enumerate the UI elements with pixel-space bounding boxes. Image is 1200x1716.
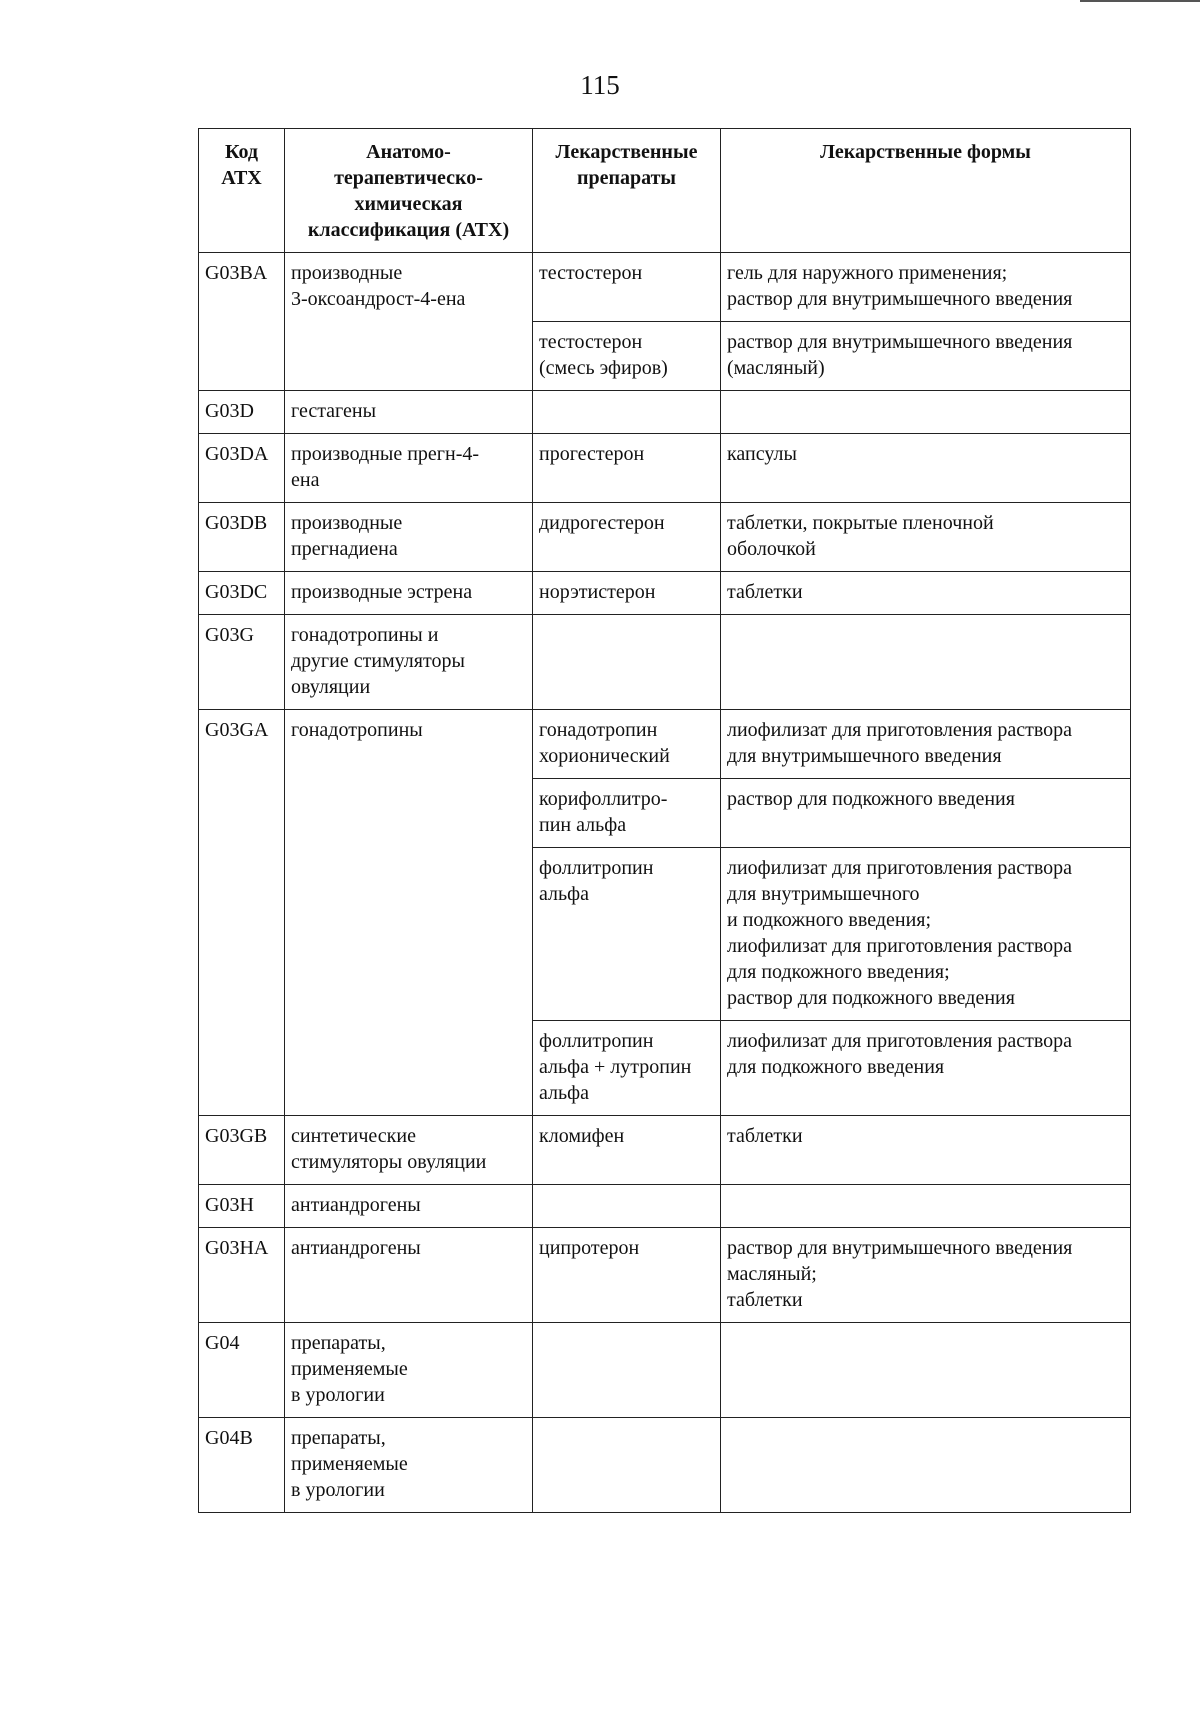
dosage-form-cell: лиофилизат для приготовления раствора для внутримышечного и подкожного введения; лиофилизат для приготовления раствора для подкожного введения; раствор для подкожного введения: [721, 848, 1131, 1021]
atx-classification-cell: гонадотропины: [285, 710, 533, 1116]
dosage-form-cell: раствор для внутримышечного введения масляный; таблетки: [721, 1228, 1131, 1323]
table-body: [199, 253, 1131, 1513]
table-row: [199, 1228, 1131, 1323]
table-row: [199, 391, 1131, 434]
drug-name-cell: кломифен: [533, 1116, 721, 1185]
page-number: 115: [580, 70, 620, 100]
drug-name-cell: гонадотропин хорионический: [533, 710, 721, 779]
atx-classification-cell: гестагены: [285, 391, 533, 434]
table-header: [199, 129, 1131, 253]
drug-name-cell: фоллитропин альфа + лутропин альфа: [533, 1021, 721, 1116]
atx-code-cell: G03DC: [199, 572, 285, 615]
header-drugs: Лекарственные препараты: [533, 129, 721, 253]
header-forms: Лекарственные формы: [721, 129, 1131, 253]
atx-code-cell: G04B: [199, 1418, 285, 1513]
dosage-form-cell: гель для наружного применения; раствор для внутримышечного введения: [721, 253, 1131, 322]
header-classification: Анатомо- терапевтическо- химическая классификация (АТХ): [285, 129, 533, 253]
dosage-form-cell: [721, 1418, 1131, 1513]
atx-classification-cell: антиандрогены: [285, 1228, 533, 1323]
dosage-form-cell: таблетки: [721, 1116, 1131, 1185]
atx-code-cell: G03G: [199, 615, 285, 710]
atx-classification-cell: синтетические стимуляторы овуляции: [285, 1116, 533, 1185]
drug-name-cell: [533, 1323, 721, 1418]
drug-name-cell: [533, 615, 721, 710]
dosage-form-cell: раствор для подкожного введения: [721, 779, 1131, 848]
atx-drug-table: [198, 128, 1131, 1513]
dosage-form-cell: таблетки: [721, 572, 1131, 615]
dosage-form-cell: таблетки, покрытые пленочной оболочкой: [721, 503, 1131, 572]
atx-code-cell: G03DB: [199, 503, 285, 572]
header-code: Код АТХ: [199, 129, 285, 253]
drug-name-cell: дидрогестерон: [533, 503, 721, 572]
drug-name-cell: корифоллитро- пин альфа: [533, 779, 721, 848]
atx-classification-cell: антиандрогены: [285, 1185, 533, 1228]
atx-classification-cell: производные эстрена: [285, 572, 533, 615]
table-row: [199, 1185, 1131, 1228]
dosage-form-cell: раствор для внутримышечного введения (масляный): [721, 322, 1131, 391]
atx-code-cell: G04: [199, 1323, 285, 1418]
dosage-form-cell: [721, 615, 1131, 710]
table-row: [199, 1418, 1131, 1513]
drug-name-cell: тестостерон (смесь эфиров): [533, 322, 721, 391]
atx-code-cell: G03BA: [199, 253, 285, 391]
atx-classification-cell: производные прегн-4- ена: [285, 434, 533, 503]
dosage-form-cell: [721, 1185, 1131, 1228]
table-row: [199, 572, 1131, 615]
atx-classification-cell: производные 3-оксоандрост-4-ена: [285, 253, 533, 391]
drug-name-cell: ципротерон: [533, 1228, 721, 1323]
atx-code-cell: G03GA: [199, 710, 285, 1116]
table-row: [199, 710, 1131, 779]
dosage-form-cell: капсулы: [721, 434, 1131, 503]
dosage-form-cell: [721, 391, 1131, 434]
table-row: [199, 1323, 1131, 1418]
drug-name-cell: [533, 1418, 721, 1513]
table-row: [199, 1116, 1131, 1185]
header-row: [199, 129, 1131, 253]
atx-classification-cell: производные прегнадиена: [285, 503, 533, 572]
dosage-form-cell: лиофилизат для приготовления раствора для подкожного введения: [721, 1021, 1131, 1116]
atx-classification-cell: гонадотропины и другие стимуляторы овуляции: [285, 615, 533, 710]
table-row: [199, 253, 1131, 322]
table-row: [199, 503, 1131, 572]
atx-code-cell: G03DA: [199, 434, 285, 503]
atx-code-cell: G03HA: [199, 1228, 285, 1323]
atx-code-cell: G03D: [199, 391, 285, 434]
dosage-form-cell: лиофилизат для приготовления раствора для внутримышечного введения: [721, 710, 1131, 779]
drug-name-cell: [533, 1185, 721, 1228]
drug-name-cell: тестостерон: [533, 253, 721, 322]
drug-name-cell: [533, 391, 721, 434]
drug-name-cell: норэтистерон: [533, 572, 721, 615]
scan-corner-mark: [1080, 0, 1200, 2]
atx-classification-cell: препараты, применяемые в урологии: [285, 1418, 533, 1513]
drug-name-cell: прогестерон: [533, 434, 721, 503]
atx-code-cell: G03H: [199, 1185, 285, 1228]
table-row: [199, 434, 1131, 503]
drug-name-cell: фоллитропин альфа: [533, 848, 721, 1021]
atx-code-cell: G03GB: [199, 1116, 285, 1185]
table-row: [199, 615, 1131, 710]
atx-classification-cell: препараты, применяемые в урологии: [285, 1323, 533, 1418]
dosage-form-cell: [721, 1323, 1131, 1418]
